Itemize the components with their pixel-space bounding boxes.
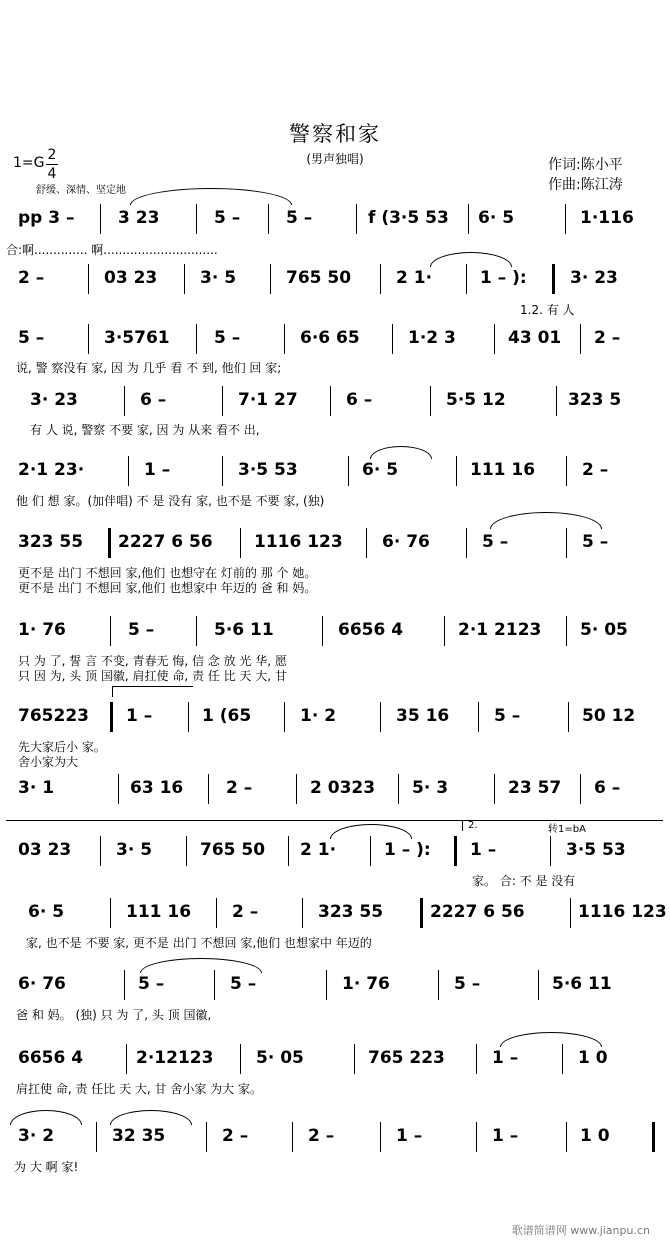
- barline: [96, 1122, 97, 1152]
- lyric-text: 爸 和 妈。 (独) 只 为 了, 头 顶 国徽,: [16, 1008, 212, 1022]
- lyric-text: 肩扛使 命, 责 任比 天 大, 甘 舍小家 为大 家。: [16, 1082, 262, 1096]
- lyric-text: 有 人 说, 警察 不要 家, 因 为 从来 看不 出,: [30, 423, 260, 437]
- measure: 5· 05: [580, 620, 628, 640]
- measure: 323 55: [18, 532, 84, 552]
- barline: [398, 774, 399, 804]
- barline: [296, 774, 297, 804]
- barline: [566, 528, 567, 558]
- barline: [270, 264, 271, 294]
- measure: 5 –: [454, 974, 481, 994]
- measure: 6· 5: [362, 460, 399, 480]
- barline: [652, 1122, 655, 1152]
- time-bottom: 4: [47, 166, 57, 182]
- tempo-marking: 舒缓、深情、坚定地: [36, 185, 126, 196]
- measure: 3·5 53: [238, 460, 298, 480]
- barline: [268, 204, 269, 234]
- barline: [580, 774, 581, 804]
- barline: [478, 702, 479, 732]
- barline: [216, 898, 217, 928]
- barline: [466, 264, 467, 294]
- measure: 1 –: [126, 706, 153, 726]
- measure: 1 –: [144, 460, 171, 480]
- measure: 765223: [18, 706, 89, 726]
- barline: [124, 386, 125, 416]
- slur-arc: [500, 1032, 602, 1047]
- barline: [214, 970, 215, 1000]
- barline: [568, 702, 569, 732]
- barline: [330, 386, 331, 416]
- barline: [222, 386, 223, 416]
- measure: 1 (65: [202, 706, 252, 726]
- barline: [468, 204, 469, 234]
- measure: 3 23: [118, 208, 160, 228]
- slur-arc: [370, 446, 432, 459]
- measure: 5 –: [214, 328, 241, 348]
- barline: [126, 1044, 127, 1074]
- barline: [456, 456, 457, 486]
- barline: [565, 204, 566, 234]
- barline: [326, 970, 327, 1000]
- barline: [288, 836, 289, 866]
- measure: f (3·5 53: [368, 208, 449, 228]
- lyricist-credit: 作词:陈小平: [548, 157, 623, 173]
- measure: 1·116: [580, 208, 634, 228]
- barline: [108, 528, 111, 558]
- measure: 3·5 53: [566, 840, 626, 860]
- measure: 2·12123: [136, 1048, 214, 1068]
- barline: [124, 970, 125, 1000]
- measure: 23 57: [508, 778, 562, 798]
- measure: 6· 5: [478, 208, 515, 228]
- measure: 2 –: [222, 1126, 249, 1146]
- lyric-text: 舍小家为大: [18, 755, 79, 769]
- lyric-text: 他 们 想 家。(加伴唱) 不 是 没有 家, 也不是 不要 家, (独): [16, 494, 325, 508]
- measure: 3· 1: [18, 778, 55, 798]
- measure: 1 –: [470, 840, 497, 860]
- measure: 03 23: [104, 268, 158, 288]
- song-subtitle: (男声独唱): [306, 152, 364, 166]
- measure: 323 55: [318, 902, 384, 922]
- measure: 6 –: [346, 390, 373, 410]
- barline: [240, 1044, 241, 1074]
- measure: 6·6 65: [300, 328, 360, 348]
- composer-credit: 作曲:陈江涛: [548, 177, 623, 193]
- measure: 2·1 23·: [18, 460, 85, 480]
- song-title: 警察和家: [289, 122, 381, 146]
- lyric-text: 更不是 出门 不想回 家,他们 也想家中 年迈的 爸 和 妈。: [18, 581, 317, 595]
- measure: 5·5 12: [446, 390, 506, 410]
- barline: [284, 324, 285, 354]
- measure: pp 3 –: [18, 208, 75, 228]
- lyric-text: 家。 合: 不 是 没有: [472, 874, 576, 888]
- measure: 1 0: [580, 1126, 610, 1146]
- measure: 5 –: [286, 208, 313, 228]
- measure: 6 –: [594, 778, 621, 798]
- barline: [188, 702, 189, 732]
- measure: 2 –: [226, 778, 253, 798]
- barline: [322, 616, 323, 646]
- barline: [444, 616, 445, 646]
- barline: [206, 1122, 207, 1152]
- measure: 111 16: [470, 460, 536, 480]
- barline: [240, 528, 241, 558]
- lyric-text: 先大家后小 家。: [18, 740, 106, 754]
- barline: [392, 324, 393, 354]
- barline: [466, 528, 467, 558]
- measure: 1·2 3: [408, 328, 456, 348]
- barline: [186, 836, 187, 866]
- barline: [348, 456, 349, 486]
- measure: 5·6 11: [552, 974, 612, 994]
- barline: [476, 1122, 477, 1152]
- slur-arc: [140, 958, 262, 973]
- measure: 5 –: [214, 208, 241, 228]
- measure: 2 –: [308, 1126, 335, 1146]
- barline: [196, 324, 197, 354]
- measure: 2 1·: [300, 840, 337, 860]
- barline: [430, 386, 431, 416]
- measure: 765 50: [200, 840, 266, 860]
- barline: [100, 204, 101, 234]
- measure: 6656 4: [18, 1048, 84, 1068]
- measure: 5 –: [582, 532, 609, 552]
- key-signature: 1=G: [13, 155, 45, 171]
- measure: 3· 5: [200, 268, 237, 288]
- measure: 6656 4: [338, 620, 404, 640]
- measure: 3· 5: [116, 840, 153, 860]
- measure: 1· 76: [342, 974, 390, 994]
- barline: [110, 616, 111, 646]
- barline: [550, 836, 551, 866]
- barline: [366, 528, 367, 558]
- barline: [110, 702, 113, 732]
- slur-arc: [110, 1110, 192, 1125]
- measure: 1116 123: [578, 902, 667, 922]
- measure: 3· 23: [30, 390, 78, 410]
- barline: [380, 264, 381, 294]
- barline: [128, 456, 129, 486]
- barline: [562, 1044, 563, 1074]
- barline: [566, 1122, 567, 1152]
- slur-arc: [10, 1110, 82, 1125]
- measure: 5 –: [494, 706, 521, 726]
- score-page: 警察和家 (男声独唱) 作词:陈小平 作曲:陈江涛 1=G 2 4 舒缓、深情、坚定地 pp 3 – 3 23 5 – 5 – f (3·5 53 6· 5 1·116 合:啊.............. 啊.............................. 2 – 03 23 3· 5 765 50 2 1· 1 – ): 3· 23 1.2. 有 人 5 – 3·5761 5 – 6·6 65 1·2 3 43 01 2 – 说, 警 察没有 家, 因 为 几乎 看 不 到, 他们 回 家; 3· 23 6 – 7·1 27 6 – 5·5 12 323 5 有 人 说, 警察 不要 家, 因 为 从来 看不 出, 2·1 23· 1 – 3·5 53 6· 5 111 16 2 – 他 们 想 家。(加伴唱) 不 是 没有 家, 也不是 不要 家, (独) 323 55 2227 6 56 1116 123 6· 76 5 – 5 – 更不是 出门 不想回 家,他们 也想守在 灯前的 那 个 她。 更不是 出门 不想回 家,他们 也想家中 年迈的 爸 和 妈。 1· 76 5 – 5·6 11 6656 4 2·1 2123 5· 05 只 为 了, 誓 言 不变, 青春无 悔, 信 念 放 光 华, 愿 只 因 为, 头 顶 国徽, 肩扛使 命, 责 任 比 天 大, 甘 765223 1 – 1 (65 1· 2 35 16 5 – 50 12 先大家后小 家。 舍小家为大 3· 1 63 16 2 – 2 0323 5· 3 23 57 6 – 2. 转1=bA 03 23 3· 5 765 50 2 1· 1 – ): 1 – 3·5 53 家。 合: 不 是 没有 6· 5 111 16 2 – 323 55 2227 6 56 1116 123 家, 也不是 不要 家, 更不是 出门 不想回 家,他们 也想家中 年迈的 6· 76 5 – 5 – 1· 76 5 – 5·6 11 爸 和 妈。 (独) 只 为 了, 头 顶 国徽, 6656 4 2·12123 5· 05 765 223 1 – 1 0 肩扛使 命, 责 任比 天 大, 甘 舍小家 为大 家。 3· 2 32 35 2 – 2 – 1 – 1 – 1 0 为 大 啊 家! 歌谱简谱网 www.jianpu.cn: [0, 0, 670, 1250]
- barline: [380, 702, 381, 732]
- slur-arc: [130, 188, 292, 205]
- barline: [88, 324, 89, 354]
- barline: [292, 1122, 293, 1152]
- measure: 5·6 11: [214, 620, 274, 640]
- measure: 2227 6 56: [430, 902, 525, 922]
- site-watermark: 歌谱简谱网 www.jianpu.cn: [511, 1224, 650, 1237]
- barline: [196, 616, 197, 646]
- measure: 3· 23: [570, 268, 618, 288]
- barline: [354, 1044, 355, 1074]
- measure: 5 –: [230, 974, 257, 994]
- measure: 7·1 27: [238, 390, 298, 410]
- measure: 1· 2: [300, 706, 337, 726]
- measure: 1 –: [492, 1126, 519, 1146]
- barline: [184, 264, 185, 294]
- measure: 2 1·: [396, 268, 433, 288]
- barline: [196, 204, 197, 234]
- barline: [494, 324, 495, 354]
- barline: [538, 970, 539, 1000]
- measure: 43 01: [508, 328, 562, 348]
- time-signature: [46, 146, 58, 183]
- measure: 5· 3: [412, 778, 449, 798]
- measure: 6· 5: [28, 902, 65, 922]
- measure: 2 –: [232, 902, 259, 922]
- barline: [566, 456, 567, 486]
- measure: 1 – ):: [480, 268, 527, 288]
- barline: [370, 836, 371, 866]
- measure: 1· 76: [18, 620, 66, 640]
- barline: [438, 970, 439, 1000]
- measure: 6 –: [140, 390, 167, 410]
- slur-arc: [430, 252, 512, 267]
- slur-arc: [490, 512, 602, 529]
- lyric-text: 只 因 为, 头 顶 国徽, 肩扛使 命, 责 任 比 天 大, 甘: [18, 669, 287, 683]
- barline: [552, 264, 555, 294]
- barline: [88, 264, 89, 294]
- measure: 32 35: [112, 1126, 166, 1146]
- barline: [556, 386, 557, 416]
- lyric-text: 说, 警 察没有 家, 因 为 几乎 看 不 到, 他们 回 家;: [16, 361, 282, 375]
- barline: [208, 774, 209, 804]
- measure: 1 –: [492, 1048, 519, 1068]
- measure: 1 –: [396, 1126, 423, 1146]
- measure: 1 0: [578, 1048, 608, 1068]
- measure: 2 –: [582, 460, 609, 480]
- measure: 2·1 2123: [458, 620, 542, 640]
- measure: 323 5: [568, 390, 622, 410]
- barline: [118, 774, 119, 804]
- measure: 35 16: [396, 706, 450, 726]
- barline: [570, 898, 571, 928]
- lyric-text: 只 为 了, 誓 言 不变, 青春无 悔, 信 念 放 光 华, 愿: [18, 654, 287, 668]
- barline: [494, 774, 495, 804]
- measure: 2227 6 56: [118, 532, 213, 552]
- measure: 03 23: [18, 840, 72, 860]
- barline: [454, 836, 457, 866]
- barline: [476, 1044, 477, 1074]
- measure: 5 –: [482, 532, 509, 552]
- lyric-text: 合:啊.............. 啊..............................: [6, 243, 218, 257]
- barline: [100, 836, 101, 866]
- measure: 6· 76: [382, 532, 430, 552]
- measure: 6· 76: [18, 974, 66, 994]
- measure: 111 16: [126, 902, 192, 922]
- measure: 50 12: [582, 706, 636, 726]
- lyric-text: 为 大 啊 家!: [14, 1160, 79, 1174]
- measure: 5 –: [138, 974, 165, 994]
- time-top: 2: [47, 147, 57, 163]
- measure: 5 –: [128, 620, 155, 640]
- measure: 765 50: [286, 268, 352, 288]
- measure: 63 16: [130, 778, 184, 798]
- measure: 3· 2: [18, 1126, 55, 1146]
- measure: 765 223: [368, 1048, 445, 1068]
- barline: [284, 702, 285, 732]
- barline: [566, 616, 567, 646]
- barline: [356, 204, 357, 234]
- barline: [110, 898, 111, 928]
- measure: 2 0323: [310, 778, 376, 798]
- measure: 3·5761: [104, 328, 170, 348]
- barline: [420, 898, 423, 928]
- measure: 1 – ):: [384, 840, 431, 860]
- lyric-text: 1.2. 有 人: [520, 303, 575, 317]
- measure: 5· 05: [256, 1048, 304, 1068]
- measure: 5 –: [18, 328, 45, 348]
- notes-row-1: [0, 208, 670, 234]
- lyric-text: 家, 也不是 不要 家, 更不是 出门 不想回 家,他们 也想家中 年迈的: [26, 936, 372, 950]
- measure: 2 –: [594, 328, 621, 348]
- barline: [222, 456, 223, 486]
- barline: [380, 1122, 381, 1152]
- measure: 2 –: [18, 268, 45, 288]
- lyric-text: 更不是 出门 不想回 家,他们 也想守在 灯前的 那 个 她。: [18, 566, 317, 580]
- barline: [302, 898, 303, 928]
- measure: 1116 123: [254, 532, 343, 552]
- slur-arc: [330, 824, 412, 839]
- barline: [580, 324, 581, 354]
